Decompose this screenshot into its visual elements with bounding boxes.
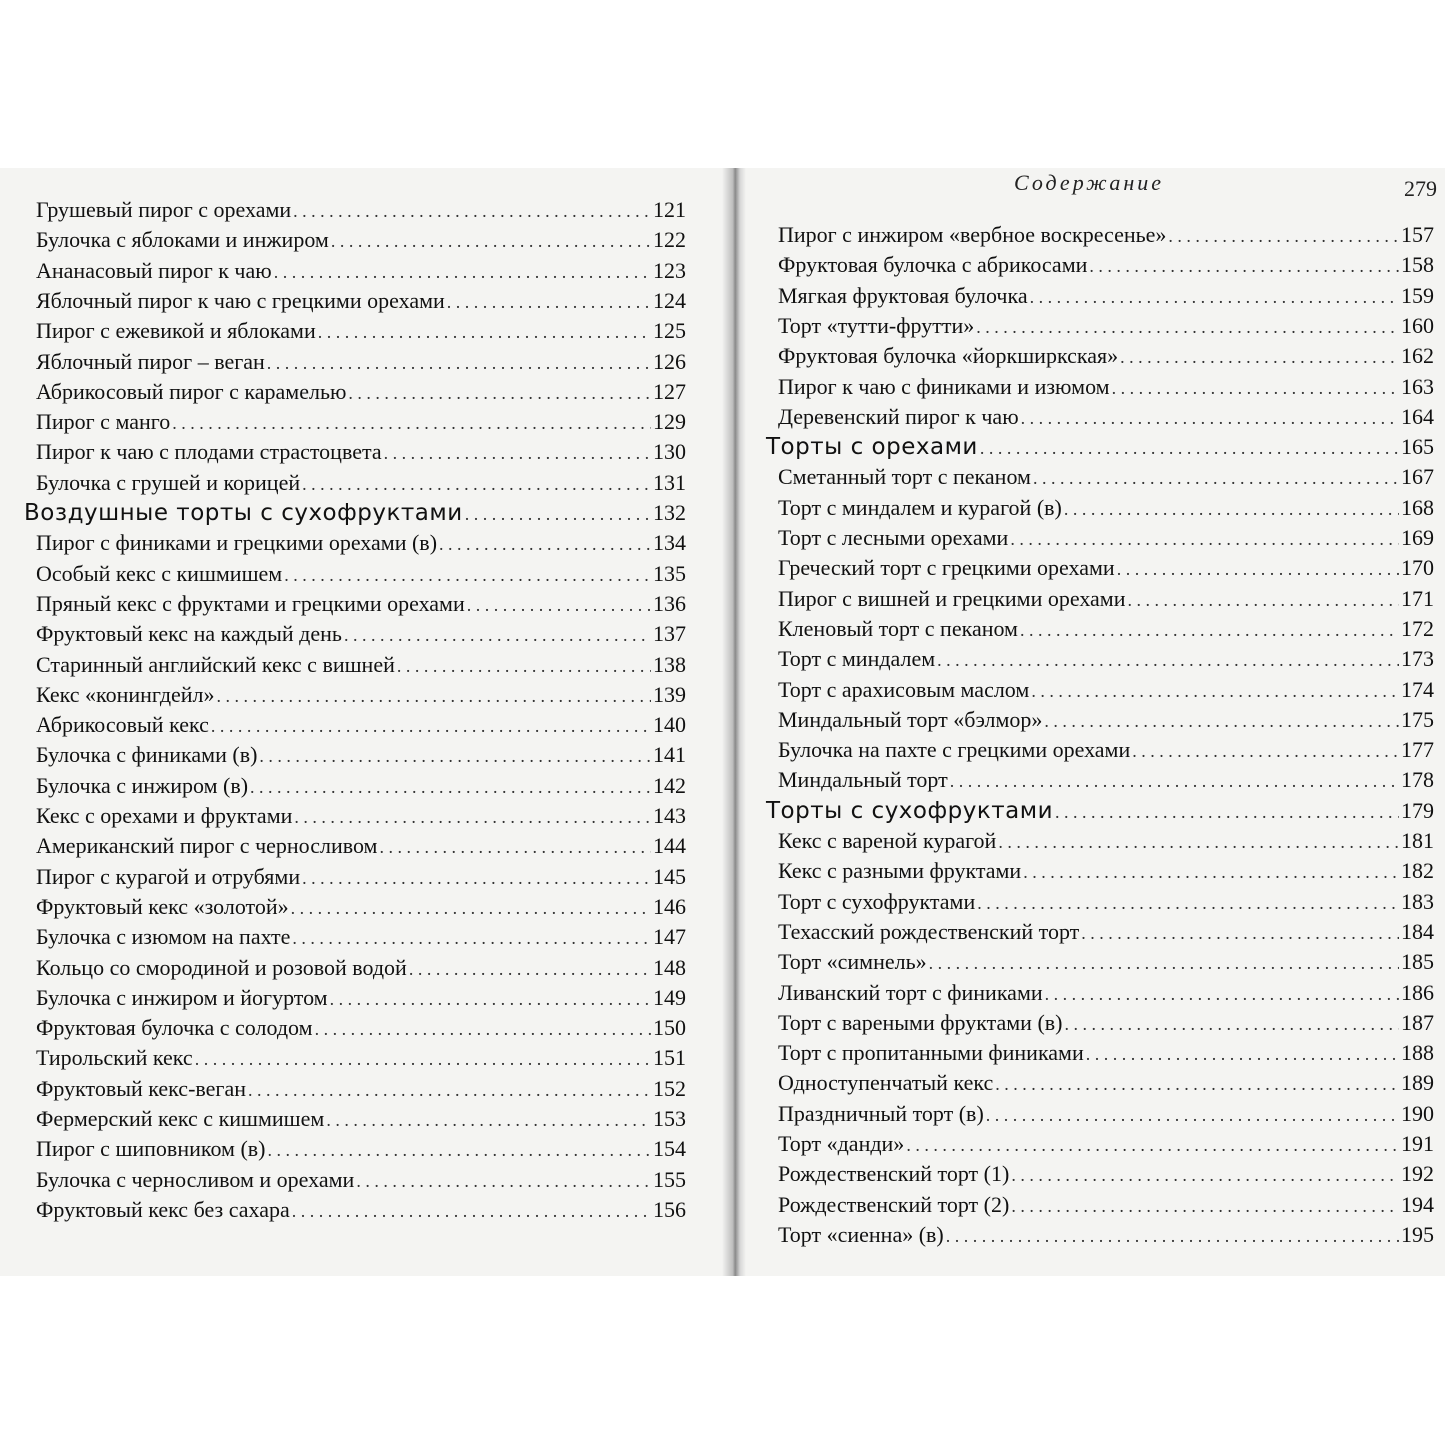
dot-leader xyxy=(217,681,651,711)
dot-leader xyxy=(439,529,651,559)
entry-title: Торт с миндалем xyxy=(778,646,936,672)
toc-entry xyxy=(24,740,686,770)
dot-leader xyxy=(331,226,651,256)
entry-title: Ананасовый пирог к чаю xyxy=(36,257,272,283)
entry-page-number: 173 xyxy=(1401,646,1434,672)
dot-leader xyxy=(1128,585,1400,615)
toc-entry xyxy=(24,468,686,498)
dot-leader xyxy=(906,1130,1399,1160)
entry-page-number: 177 xyxy=(1401,737,1434,763)
section-heading-row xyxy=(24,498,686,528)
entry-page-number: 135 xyxy=(653,560,686,586)
toc-entry xyxy=(766,856,1434,886)
toc-entry xyxy=(24,650,686,680)
entry-title: Кольцо со смородиной и розовой водой xyxy=(36,954,407,980)
entry-page-number: 184 xyxy=(1401,918,1434,944)
dot-leader xyxy=(326,1105,651,1135)
entry-page-number: 191 xyxy=(1401,1131,1434,1156)
entry-page-number: 185 xyxy=(1401,949,1434,975)
section-title: Воздушные торты с сухофруктами xyxy=(24,500,463,526)
entry-page-number: 124 xyxy=(653,287,686,313)
dot-leader xyxy=(1086,1039,1399,1069)
toc-entry xyxy=(24,559,686,589)
entry-title: Торт «симнель» xyxy=(778,949,927,975)
dot-leader xyxy=(465,499,651,529)
entry-page-number: 121 xyxy=(653,197,686,222)
entry-page-number: 141 xyxy=(653,742,686,768)
toc-entry xyxy=(24,771,686,801)
toc-entry xyxy=(24,1195,686,1225)
entry-page-number: 164 xyxy=(1401,403,1434,429)
entry-page-number: 134 xyxy=(653,530,686,556)
entry-title: Фруктовый кекс-веган xyxy=(36,1075,246,1101)
dot-leader xyxy=(1065,1009,1400,1039)
entry-title: Грушевый пирог с орехами xyxy=(36,197,292,222)
entry-title: Особый кекс с кишмишем xyxy=(36,560,283,586)
entry-title: Кекс с разными фруктами xyxy=(778,858,1022,884)
dot-leader xyxy=(467,590,651,620)
toc-entry xyxy=(766,1129,1434,1159)
entry-title: Торт с миндалем и курагой (в) xyxy=(778,494,1062,520)
entry-title: Булочка с инжиром и йогуртом xyxy=(36,984,328,1010)
dot-leader xyxy=(1117,554,1399,584)
entry-title: Одноступенчатый кекс xyxy=(778,1070,994,1096)
entry-page-number: 140 xyxy=(653,712,686,738)
entry-title: Торт с вареными фруктами (в) xyxy=(778,1009,1063,1035)
dot-leader xyxy=(986,1100,1399,1130)
entry-page-number: 178 xyxy=(1401,767,1434,793)
entry-page-number: 155 xyxy=(653,1166,686,1192)
entry-page-number: 127 xyxy=(653,378,686,404)
entry-title: Булочка с грушей и корицей xyxy=(36,469,301,495)
dot-leader xyxy=(1089,251,1399,281)
toc-entry xyxy=(24,377,686,407)
dot-leader xyxy=(284,560,651,590)
toc-entry xyxy=(24,1134,686,1164)
toc-entry xyxy=(766,493,1434,523)
dot-leader xyxy=(274,257,651,287)
entry-title: Фруктовая булочка с солодом xyxy=(36,1015,313,1041)
entry-page-number: 130 xyxy=(653,439,686,465)
entry-page-number: 179 xyxy=(1401,797,1434,823)
toc-entry xyxy=(766,1159,1434,1189)
dot-leader xyxy=(292,1196,651,1226)
entry-page-number: 157 xyxy=(1401,222,1434,247)
dot-leader xyxy=(1044,706,1399,736)
entry-title: Фруктовая булочка с абрикосами xyxy=(778,252,1088,278)
entry-title: Старинный английский кекс с вишней xyxy=(36,651,395,677)
entry-page-number: 160 xyxy=(1401,312,1434,338)
entry-page-number: 148 xyxy=(653,954,686,980)
toc-entry xyxy=(766,675,1434,705)
entry-page-number: 136 xyxy=(653,590,686,616)
toc-entry xyxy=(766,1190,1434,1220)
toc-entry xyxy=(24,225,686,255)
entry-page-number: 172 xyxy=(1401,615,1434,641)
entry-page-number: 142 xyxy=(653,772,686,798)
toc-entry xyxy=(766,250,1434,280)
toc-entry xyxy=(24,407,686,437)
entry-title: Пирог с финиками и грецкими орехами (в) xyxy=(36,530,438,556)
entry-title: Торт с лесными орехами xyxy=(778,525,1009,550)
toc-entry xyxy=(24,316,686,346)
toc-entry xyxy=(766,765,1434,795)
entry-title: Сметанный торт с пеканом xyxy=(778,464,1031,490)
entry-title: Пирог с шиповником (в) xyxy=(36,1136,266,1162)
entry-title: Абрикосовый кекс xyxy=(36,712,209,738)
entry-title: Булочка с изюмом на пахте xyxy=(36,924,291,950)
toc-entry xyxy=(766,826,1434,856)
entry-page-number: 122 xyxy=(653,227,686,253)
entry-page-number: 163 xyxy=(1401,373,1434,399)
entry-page-number: 174 xyxy=(1401,676,1434,702)
entry-title: Пирог с манго xyxy=(36,409,171,435)
entry-title: Кекс с вареной курагой xyxy=(778,828,997,853)
dot-leader xyxy=(248,1075,651,1105)
right-page xyxy=(746,168,1445,1276)
toc-entry xyxy=(766,644,1434,674)
open-book xyxy=(0,168,1445,1276)
toc-entry xyxy=(766,1068,1434,1098)
entry-title: Торт «данди» xyxy=(778,1131,905,1156)
entry-page-number: 137 xyxy=(653,621,686,647)
entry-page-number: 183 xyxy=(1401,888,1434,914)
toc-entry xyxy=(766,1099,1434,1129)
entry-title: Фруктовый кекс «золотой» xyxy=(36,893,289,919)
toc-entry xyxy=(24,680,686,710)
entry-title: Абрикосовый пирог с карамелью xyxy=(36,378,347,404)
toc-entry xyxy=(766,614,1434,644)
dot-leader xyxy=(1033,463,1399,493)
entry-page-number: 151 xyxy=(653,1045,686,1071)
entry-page-number: 159 xyxy=(1401,282,1434,308)
entry-title: Булочка с финиками (в) xyxy=(36,742,258,768)
dot-leader xyxy=(302,469,651,499)
entry-page-number: 165 xyxy=(1401,434,1434,460)
dot-leader xyxy=(293,196,651,226)
entry-page-number: 171 xyxy=(1401,585,1434,611)
toc-entry xyxy=(766,462,1434,492)
dot-leader xyxy=(1120,342,1399,372)
entry-title: Техасский рождественский торт xyxy=(778,918,1080,944)
toc-entry xyxy=(766,372,1434,402)
dot-leader xyxy=(384,438,651,468)
entry-title: Пирог к чаю с финиками и изюмом xyxy=(778,373,1110,399)
dot-leader xyxy=(976,312,1399,342)
entry-title: Деревенский пирог к чаю xyxy=(778,403,1019,429)
entry-page-number: 146 xyxy=(653,893,686,919)
entry-title: Яблочный пирог – веган xyxy=(36,348,265,374)
toc-entry xyxy=(24,922,686,952)
dot-leader xyxy=(268,1135,652,1165)
entry-page-number: 158 xyxy=(1401,252,1434,278)
entry-page-number: 152 xyxy=(653,1075,686,1101)
dot-leader xyxy=(1011,1160,1399,1190)
entry-title: Рождественский торт (2) xyxy=(778,1191,1010,1217)
dot-leader xyxy=(1020,615,1399,645)
running-header-title: Содержание xyxy=(1014,170,1165,195)
dot-leader xyxy=(1064,494,1399,524)
toc-entry xyxy=(24,195,686,225)
entry-page-number: 156 xyxy=(653,1196,686,1222)
dot-leader xyxy=(937,645,1399,675)
entry-title: Пирог с вишней и грецкими орехами xyxy=(778,585,1126,611)
entry-page-number: 182 xyxy=(1401,858,1434,884)
toc-entry xyxy=(766,523,1434,553)
toc-entry xyxy=(766,553,1434,583)
toc-entry xyxy=(766,584,1434,614)
entry-title: Миндальный торт xyxy=(778,767,948,793)
dot-leader xyxy=(977,888,1399,918)
toc-entry xyxy=(24,862,686,892)
dot-leader xyxy=(1031,676,1399,706)
toc-entry xyxy=(24,710,686,740)
entry-title: Булочка с яблоками и инжиром xyxy=(36,227,329,253)
entry-title: Мягкая фруктовая булочка xyxy=(778,282,1028,308)
dot-leader xyxy=(1011,1191,1399,1221)
dot-leader xyxy=(259,741,651,771)
toc-entry xyxy=(766,341,1434,371)
entry-page-number: 169 xyxy=(1401,525,1434,550)
entry-page-number: 125 xyxy=(653,318,686,344)
dot-leader xyxy=(315,1014,651,1044)
entry-title: Рождественский торт (1) xyxy=(778,1161,1010,1187)
entry-title: Кекс «конингдейл» xyxy=(36,681,215,707)
dot-leader xyxy=(294,802,651,832)
entry-title: Фруктовый кекс на каждый день xyxy=(36,621,342,647)
entry-page-number: 170 xyxy=(1401,555,1434,581)
entry-title: Тирольский кекс xyxy=(36,1045,193,1071)
entry-page-number: 192 xyxy=(1401,1161,1434,1187)
entry-page-number: 144 xyxy=(653,833,686,859)
entry-page-number: 149 xyxy=(653,984,686,1010)
toc-entry xyxy=(766,281,1434,311)
dot-leader xyxy=(950,766,1399,796)
entry-title: Пирог с курагой и отрубями xyxy=(36,863,301,889)
dot-leader xyxy=(211,711,651,741)
entry-page-number: 188 xyxy=(1401,1040,1434,1066)
entry-page-number: 150 xyxy=(653,1015,686,1041)
entry-page-number: 175 xyxy=(1401,706,1434,732)
entry-page-number: 131 xyxy=(653,469,686,495)
toc-entry xyxy=(766,947,1434,977)
entry-title: Фруктовый кекс без сахара xyxy=(36,1196,290,1222)
dot-leader xyxy=(1132,736,1399,766)
entry-title: Кекс с орехами и фруктами xyxy=(36,803,293,828)
entry-title: Греческий торт с грецкими орехами xyxy=(778,555,1115,581)
dot-leader xyxy=(1010,524,1399,554)
entry-page-number: 167 xyxy=(1401,464,1434,490)
entry-title: Булочка с инжиром (в) xyxy=(36,772,249,798)
dot-leader xyxy=(946,1221,1399,1251)
entry-page-number: 181 xyxy=(1401,828,1434,853)
toc-entry xyxy=(24,589,686,619)
entry-title: Кленовый торт с пеканом xyxy=(778,615,1018,641)
dot-leader xyxy=(291,893,651,923)
toc-entry xyxy=(766,1038,1434,1068)
toc-entry xyxy=(24,1074,686,1104)
entry-title: Торт с арахисовым маслом xyxy=(778,676,1030,702)
dot-leader xyxy=(1021,403,1399,433)
toc-entry xyxy=(766,402,1434,432)
toc-entry xyxy=(766,978,1434,1008)
dot-leader xyxy=(195,1044,651,1074)
entry-page-number: 154 xyxy=(653,1136,686,1162)
toc-entry xyxy=(24,892,686,922)
entry-title: Праздничный торт (в) xyxy=(778,1100,984,1126)
entry-page-number: 162 xyxy=(1401,343,1434,369)
entry-page-number: 190 xyxy=(1401,1100,1434,1126)
dot-leader xyxy=(1168,221,1399,251)
entry-page-number: 132 xyxy=(653,500,686,525)
entry-title: Торт с сухофруктами xyxy=(778,888,976,914)
entry-page-number: 143 xyxy=(653,803,686,828)
toc-entry xyxy=(24,1043,686,1073)
entry-page-number: 138 xyxy=(653,651,686,677)
left-page xyxy=(0,168,722,1276)
entry-title: Торт с пропитанными финиками xyxy=(778,1040,1084,1066)
entry-page-number: 189 xyxy=(1401,1070,1434,1096)
dot-leader xyxy=(447,287,651,317)
dot-leader xyxy=(1023,857,1399,887)
dot-leader xyxy=(356,1166,651,1196)
toc-entry xyxy=(766,917,1434,947)
dot-leader xyxy=(1045,979,1399,1009)
dot-leader xyxy=(995,1069,1399,1099)
toc-entry xyxy=(766,220,1434,250)
dot-leader xyxy=(409,954,651,984)
entry-page-number: 129 xyxy=(653,409,686,435)
toc-entry xyxy=(766,735,1434,765)
entry-title: Пирог с инжиром «вербное воскресенье» xyxy=(778,222,1167,247)
dot-leader xyxy=(302,863,651,893)
toc-entry xyxy=(24,437,686,467)
entry-title: Булочка с черносливом и орехами xyxy=(36,1166,355,1192)
entry-page-number: 147 xyxy=(653,924,686,950)
book-spine xyxy=(722,168,746,1276)
entry-page-number: 194 xyxy=(1401,1191,1434,1217)
entry-title: Фермерский кекс с кишмишем xyxy=(36,1106,325,1131)
entry-page-number: 153 xyxy=(653,1106,686,1131)
dot-leader xyxy=(1030,282,1399,312)
toc-entry xyxy=(24,1104,686,1134)
entry-title: Пряный кекс с фруктами и грецкими орехами xyxy=(36,590,465,616)
toc-entry xyxy=(24,1165,686,1195)
dot-leader xyxy=(1081,918,1399,948)
dot-leader xyxy=(318,317,651,347)
toc-entry xyxy=(766,1008,1434,1038)
entry-page-number: 139 xyxy=(653,681,686,707)
dot-leader xyxy=(172,408,651,438)
dot-leader xyxy=(980,433,1399,463)
entry-title: Ливанский торт с финиками xyxy=(778,979,1043,1005)
toc-entry xyxy=(24,286,686,316)
toc-entry xyxy=(24,347,686,377)
toc-entry xyxy=(24,953,686,983)
toc-entry xyxy=(766,705,1434,735)
entry-title: Торт «сиенна» (в) xyxy=(778,1221,944,1247)
dot-leader xyxy=(330,984,651,1014)
toc-entry xyxy=(24,831,686,861)
entry-page-number: 126 xyxy=(653,348,686,374)
toc-entry xyxy=(24,528,686,558)
dot-leader xyxy=(929,948,1399,978)
dot-leader xyxy=(267,348,651,378)
toc-entry xyxy=(24,619,686,649)
toc-entry xyxy=(766,1220,1434,1250)
entry-title: Булочка на пахте с грецкими орехами xyxy=(778,737,1131,763)
entry-page-number: 123 xyxy=(653,257,686,283)
dot-leader xyxy=(250,772,651,802)
section-title: Торты с сухофруктами xyxy=(766,797,1054,824)
dot-leader xyxy=(1112,373,1399,403)
section-heading-row xyxy=(766,796,1434,826)
dot-leader xyxy=(348,378,651,408)
section-heading-row xyxy=(766,432,1434,462)
entry-title: Американский пирог с черносливом xyxy=(36,833,378,859)
dot-leader xyxy=(344,620,651,650)
dot-leader xyxy=(998,827,1399,857)
entry-title: Пирог с ежевикой и яблоками xyxy=(36,318,316,344)
toc-entry xyxy=(24,256,686,286)
section-title: Торты с орехами xyxy=(766,434,978,461)
dot-leader xyxy=(292,923,651,953)
entry-page-number: 186 xyxy=(1401,979,1434,1005)
entry-page-number: 168 xyxy=(1401,494,1434,520)
entry-title: Торт «тутти-фрутти» xyxy=(778,312,975,338)
entry-title: Фруктовая булочка «йоркширкская» xyxy=(778,343,1119,369)
entry-page-number: 187 xyxy=(1401,1009,1434,1035)
dot-leader xyxy=(397,651,651,681)
entry-page-number: 195 xyxy=(1401,1221,1434,1247)
entry-title: Миндальный торт «бэлмор» xyxy=(778,706,1043,732)
toc-entry xyxy=(766,311,1434,341)
toc-entry xyxy=(24,1013,686,1043)
entry-title: Яблочный пирог к чаю с грецкими орехами xyxy=(36,287,445,313)
toc-entry xyxy=(24,801,686,831)
dot-leader xyxy=(379,832,651,862)
toc-entry xyxy=(24,983,686,1013)
entry-page-number: 145 xyxy=(653,863,686,889)
page-number: 279 xyxy=(1404,176,1437,201)
entry-title: Пирог к чаю с плодами страстоцвета xyxy=(36,439,382,465)
dot-leader xyxy=(1055,797,1399,827)
toc-entry xyxy=(766,887,1434,917)
